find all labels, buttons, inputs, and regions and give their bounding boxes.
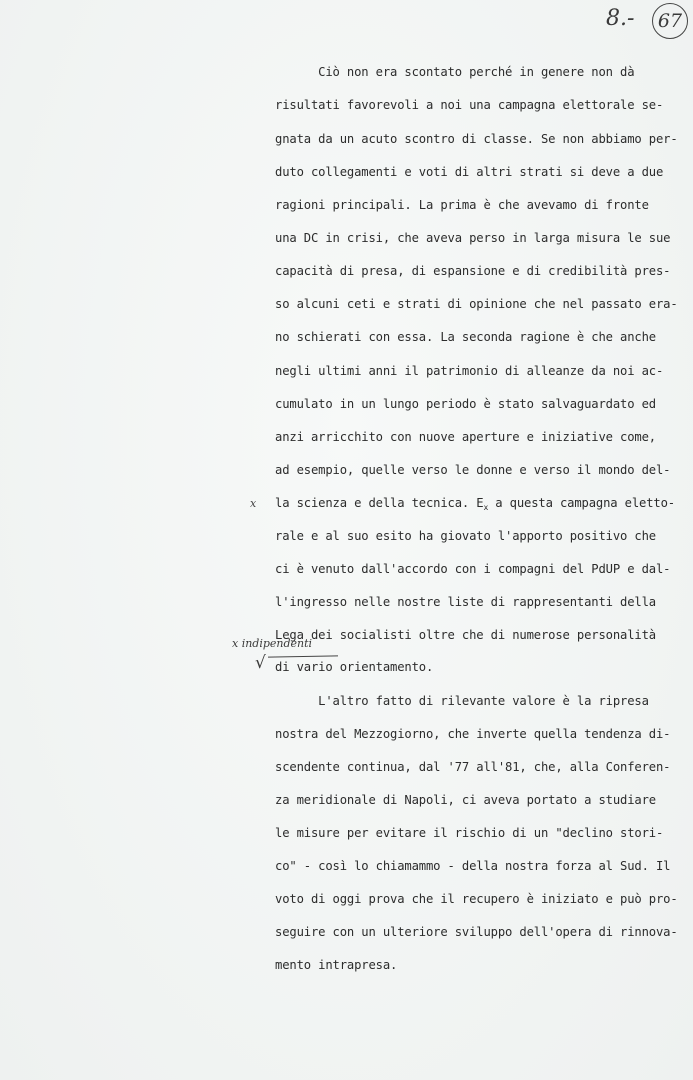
text-line: nostra del Mezzogiorno, che inverte quella tendenza di- [275,727,671,741]
text-line: le misure per evitare il rischio di un "declino stori- [275,826,664,840]
text-line: risultati favorevoli a noi una campagna elettorale se- [275,98,664,112]
text-line: duto collegamenti e voti di altri strati si deve a due [275,165,664,179]
text-line: Lega dei socialisti oltre che di numerose personalità [275,628,656,642]
text-line: mento intrapresa. [275,958,398,972]
page-number: 8.- [606,6,635,31]
text-line: Ciò non era scontato perché in genere non dà [275,65,635,79]
margin-correction-mark: x [250,497,257,510]
text-line: L'altro fatto di rilevante valore è la ripresa [275,694,649,708]
folio-number-circled: 67 [652,3,688,39]
text-line: ad esempio, quelle verso le donne e verso il mondo del- [275,463,671,477]
text-line: gnata da un acuto scontro di classe. Se non abbiamo per- [275,132,678,146]
text-line: co" - così lo chiamammo - della nostra forza al Sud. Il [275,859,671,873]
text-line: ragioni principali. La prima è che avevamo di fronte [275,198,649,212]
text-segment: a questa campagna eletto- [488,496,675,510]
text-line-with-correction [275,496,675,512]
text-line: no schierati con essa. La seconda ragione è che anche [275,330,656,344]
text-line: ci è venuto dall'accordo con i compagni del PdUP e dal- [275,562,671,576]
correction-mark: x [483,503,489,512]
text-line: capacità di presa, di espansione e di credibilità pres- [275,264,671,278]
text-segment: la scienza e della tecnica. E [275,496,484,510]
text-line: anzi arricchito con nuove aperture e iniziative come, [275,430,656,444]
text-line: so alcuni ceti e strati di opinione che nel passato era- [275,297,678,311]
handwritten-underline [268,655,338,657]
text-line: negli ultimi anni il patrimonio di alleanze da noi ac- [275,364,664,378]
handwritten-insert: x indipendenti [232,637,313,650]
text-line: voto di oggi prova che il recupero è iniziato e può pro- [275,892,678,906]
text-line: l'ingresso nelle nostre liste di rappresentanti della [275,595,656,609]
text-line: za meridionale di Napoli, ci aveva portato a studiare [275,793,656,807]
text-line: di vario orientamento. [275,660,434,674]
text-line: rale e al suo esito ha giovato l'apporto positivo che [275,529,656,543]
insertion-caret-mark: √ [255,653,266,673]
text-line: cumulato in un lungo periodo è stato salvaguardato ed [275,397,656,411]
text-line: scendente continua, dal '77 all'81, che, alla Conferen- [275,760,671,774]
text-line: seguire con un ulteriore sviluppo dell'opera di rinnova- [275,925,678,939]
text-line: una DC in crisi, che aveva perso in larga misura le sue [275,231,671,245]
